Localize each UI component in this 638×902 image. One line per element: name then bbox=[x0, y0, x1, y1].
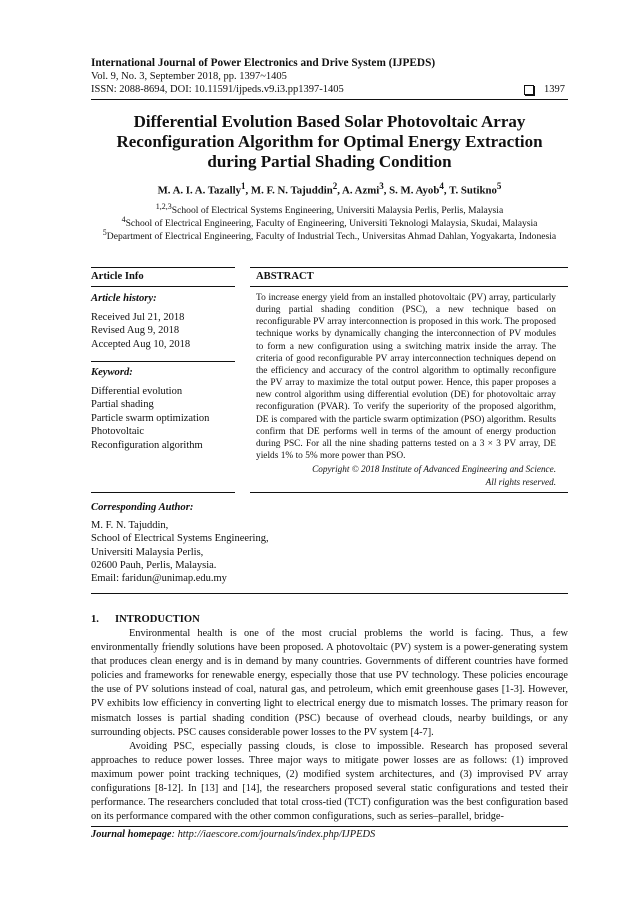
author: M. F. N. Tajuddin bbox=[250, 184, 333, 197]
corresponding-rule bbox=[91, 593, 568, 594]
title-line-1: Differential Evolution Based Solar Photovoltaic Array bbox=[133, 112, 526, 131]
title-line-2: Reconfiguration Algorithm for Optimal Energy Extraction bbox=[116, 132, 543, 151]
history-heading: Article history: bbox=[91, 293, 157, 304]
history-item: Received Jul 21, 2018 bbox=[91, 312, 185, 323]
keyword-item: Particle swarm optimization bbox=[91, 412, 210, 424]
author: T. Sutikno bbox=[449, 184, 497, 197]
intro-paragraph-2: Avoiding PSC, especially passing clouds, is close to impossible. Research has proposed several approaches to reduce power losses. Three major ways to mitigate power losses are as follows: (1) improved maximum power point tracking techniques, (2) modified system architectures, and (3) improvised PV array configurations [8-12]. In [13] and [14], the researchers proposed several static configurations and tested their performance. The researchers concluded that total cross-tied (TCT) configuration was the best configuration based on its performance compared with the other common configurations, such as series–parallel, bridge- bbox=[91, 741, 568, 823]
article-info-heading: Article Info bbox=[91, 271, 144, 282]
page-number-block bbox=[524, 84, 565, 95]
corresponding-heading: Corresponding Author: bbox=[91, 502, 194, 513]
info-bottom-rule bbox=[91, 492, 235, 493]
info-top-rule bbox=[91, 267, 235, 268]
author: M. A. I. A. Tazally bbox=[157, 184, 241, 197]
history-item: Accepted Aug 10, 2018 bbox=[91, 338, 191, 350]
footer-rule bbox=[91, 826, 568, 827]
journal-homepage: Journal homepage: http://iaescore.com/journals/index.php/IJPEDS bbox=[91, 829, 376, 840]
abstract-sub-rule bbox=[250, 286, 568, 287]
homepage-link[interactable]: http://iaescore.com/journals/index.php/IJPEDS bbox=[177, 829, 376, 840]
page-number: 1397 bbox=[544, 84, 565, 95]
header-rule bbox=[91, 99, 568, 100]
abstract-text: To increase energy yield from an installed photovoltaic (PV) array, particularly during partial shading condition (PSC), a new technique based on reconfigurable PV array interconnection is proposed in this work. The proposed technique works by dynamically changing the interconnection of PV modules to form a new configuration using a switching matrix inside the array. The criteria of good reconfigurable PV array interconnection techniques depend on the efficiency and accuracy of the control algorithm to optimally reconfigure the PV array to maximize the total output power. Hence, this paper proposes a new control algorithm using differential evolution (DE) for photovoltaic array reconfiguration (PVAR). To verify the superiority of the proposed algorithm, DE is compared with the particle swarm optimization (PSO) algorithm. Results confirm that DE performs well in terms of the amount of energy production during PSC. For all the nine shading patterns tested on a 3 × 3 PV array, DE yields 1% to 5% more power than PSO. bbox=[256, 293, 556, 462]
abstract-top-rule bbox=[250, 267, 568, 268]
journal-volume: Vol. 9, No. 3, September 2018, pp. 1397~1405 bbox=[91, 71, 287, 82]
keyword-item: Differential evolution bbox=[91, 386, 183, 397]
affiliation: $^4$School of Electrical Engineering, Faculty of Engineering, Universiti Teknologi Malaysia, Skudai, Malaysia bbox=[121, 215, 538, 230]
keyword-list bbox=[91, 385, 209, 452]
author: A. Azmi bbox=[342, 184, 380, 197]
title-line-3: during Partial Shading Condition bbox=[207, 152, 452, 171]
affiliation: $^{1,2,3}$School of Electrical Systems Engineering, Universiti Malaysia Perlis, Perlis, Malaysia bbox=[155, 202, 504, 217]
copyright-notice: Copyright © 2018 Institute of Advanced Engineering and Science. All rights reserved. bbox=[312, 464, 556, 487]
info-sub-rule bbox=[91, 286, 235, 287]
history-item: Revised Aug 9, 2018 bbox=[91, 325, 180, 337]
paper-title bbox=[91, 112, 568, 172]
intro-paragraph-1: Environmental health is one of the most crucial problems the world is facing. Thus, a few environmentally friendly solutions have been proposed. A photovoltaic (PV) system is a power-generating system that produces clean energy and is in demand by many countries. Governments of different countries have formed policies and frameworks for renewable energy, especially those that use PV technology. These policies encourage the use of PV solutions instead of coal, natural gas, and petroleum, which emit greenhouse gases [1-3]. However, PV exhibits low efficiency in converting light to electrical energy due to mismatch losses. The primary reason for mismatch losses is partial shading condition (PSC) because of overhead clouds, nearby buildings, or any surrounding objects. PSC causes considerable power losses to the PV system [4-7]. bbox=[91, 628, 568, 738]
history-list bbox=[91, 311, 190, 351]
square-icon bbox=[524, 85, 534, 95]
keyword-item: Partial shading bbox=[91, 399, 154, 411]
email-link[interactable]: Email: faridun@unimap.edu.my bbox=[91, 573, 227, 585]
corresponding-details: M. F. N. Tajuddin, School of Electrical Systems Engineering, Universiti Malaysia Perlis, 02600 Pauh, Perlis, Malaysia. Email: faridun@unimap.edu.my bbox=[91, 520, 269, 585]
abstract-bottom-rule bbox=[250, 492, 568, 493]
abstract-heading: ABSTRACT bbox=[256, 271, 314, 282]
author-list: M. A. I. A. Tazally$^1$, M. F. N. Tajuddin$^2$, A. Azmi$^3$, S. M. Ayob$^4$, T. Sutikno$^5$ bbox=[157, 181, 502, 197]
author: S. M. Ayob bbox=[389, 184, 440, 197]
journal-name: International Journal of Power Electronics and Drive System (IJPEDS) bbox=[91, 57, 436, 69]
section-heading: 1. INTRODUCTION bbox=[91, 614, 200, 625]
keyword-item: Reconfiguration algorithm bbox=[91, 439, 203, 451]
keyword-rule bbox=[91, 361, 235, 362]
journal-issn: ISSN: 2088-8694, DOI: 10.11591/ijpeds.v9.i3.pp1397-1405 bbox=[91, 84, 344, 95]
keyword-heading: Keyword: bbox=[91, 367, 133, 378]
affiliation: $^5$Department of Electrical Engineering, Faculty of Industrial Tech., Universitas Ahmad Dahlan, Yogyakarta, Indonesia bbox=[102, 228, 557, 243]
keyword-item: Photovoltaic bbox=[91, 426, 145, 438]
